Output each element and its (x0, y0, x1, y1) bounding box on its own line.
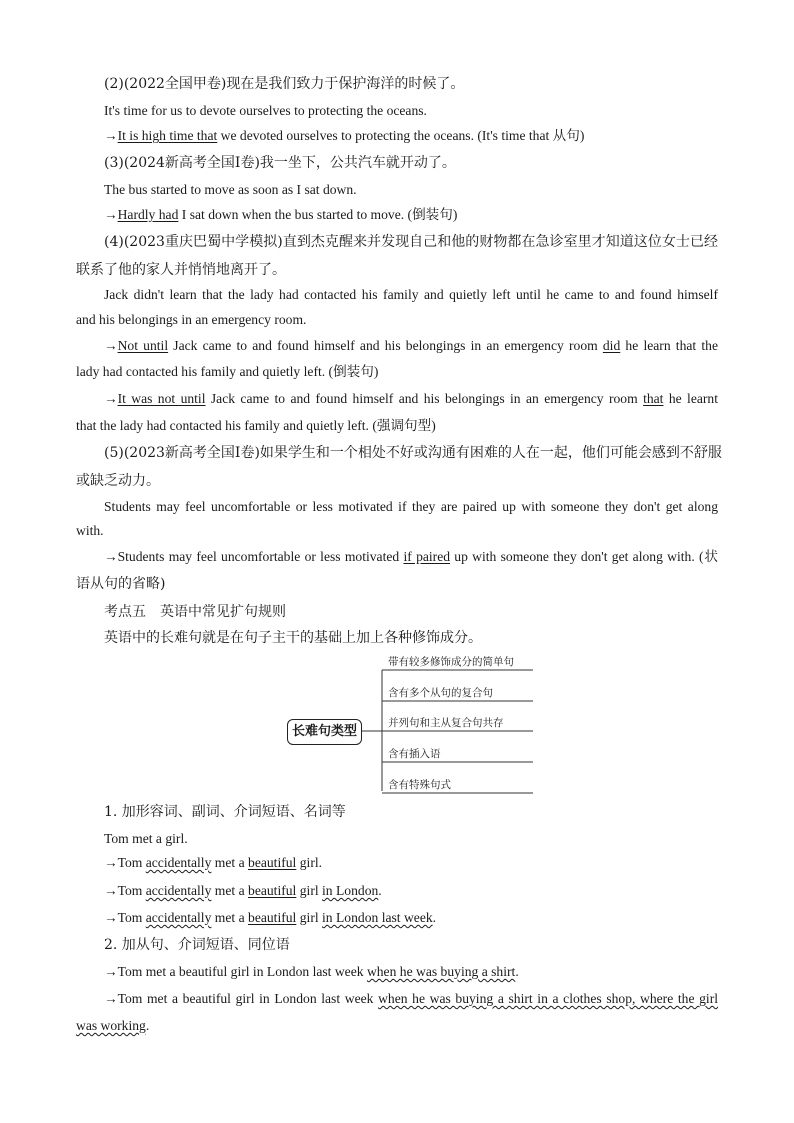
mind-map-branch: 含有插入语 (388, 748, 441, 760)
clause-marked: when he was buying a shirt (366, 964, 516, 979)
arrow-icon: → (104, 991, 118, 1006)
clause-marked: was working (76, 1018, 146, 1033)
point-2-title: 2. 加从句、介词短语、同位语 (104, 937, 290, 953)
prep-phrase-marked: in London (322, 883, 379, 898)
example-5-rewrite-line2: 语从句的省略) (76, 576, 166, 592)
mind-map-branch: 带有较多修饰成分的简单句 (388, 656, 514, 668)
mind-map-branch: 含有特殊句式 (388, 779, 451, 791)
underlined-phrase: Hardly had (117, 207, 179, 222)
underlined-word: that (643, 391, 664, 406)
example-4-rewrite-b-line2: that the lady had contacted his family and quietly left. (强调句型) (76, 418, 436, 433)
point-1-title: 1. 加形容词、副词、介词短语、名词等 (104, 804, 346, 820)
adverb-marked: accidentally (145, 883, 212, 898)
point-1-step-2 (104, 882, 382, 900)
underlined-phrase: Not until (117, 338, 169, 353)
prep-phrase-marked: in London last week (322, 910, 433, 925)
adjective-marked: beautiful (248, 883, 297, 898)
text: . (515, 964, 519, 979)
text: Tom (117, 910, 146, 925)
text: met a (211, 883, 249, 898)
example-4-chinese-line1: (4)(2023重庆巴蜀中学模拟)直到杰克醒来并发现自己和他的财物都在急诊室里才知道这位女士已经 (104, 234, 718, 250)
text: . (378, 883, 382, 898)
underlined-word: did (602, 338, 621, 353)
rewrite-text: he learnt (663, 391, 719, 406)
section-5-intro: 英语中的长难句就是在句子主干的基础上加上各种修饰成分。 (104, 630, 482, 646)
example-2-chinese: (2)(2022全国甲卷)现在是我们致力于保护海洋的时候了。 (104, 76, 465, 92)
point-1-step-3 (104, 909, 436, 927)
adjective-marked: beautiful (248, 910, 297, 925)
adverb-marked: accidentally (145, 855, 212, 870)
text: Tom (117, 883, 146, 898)
text: met a (211, 910, 249, 925)
text: girl (296, 883, 323, 898)
text: Tom met a beautiful girl in London last week (117, 991, 379, 1006)
arrow-icon: → (104, 549, 118, 564)
arrow-icon: → (104, 207, 118, 222)
text: girl. (296, 855, 323, 870)
text: Tom (117, 855, 146, 870)
text: Tom met a beautiful girl in London last week (117, 964, 367, 979)
example-5-chinese-line1: (5)(2023新高考全国Ⅰ卷)如果学生和一个相处不好或沟通有困难的人在一起，他们可能会感到不舒服 (104, 445, 722, 461)
example-4-english-line2: and his belongings in an emergency room. (76, 312, 307, 327)
underlined-phrase: It is high time that (117, 128, 218, 143)
example-2-english: It's time for us to devote ourselves to protecting the oceans. (104, 103, 427, 118)
arrow-icon: → (104, 128, 118, 143)
rewrite-text: I sat down when the bus started to move. (倒装句) (178, 207, 458, 222)
example-4-rewrite-a-line2: lady had contacted his family and quietly left. (倒装句) (76, 364, 379, 379)
text: met a (211, 855, 249, 870)
adjective-marked: beautiful (248, 855, 297, 870)
rewrite-text: Students may feel uncomfortable or less motivated (117, 549, 404, 564)
underlined-phrase: if paired (403, 549, 451, 564)
arrow-icon: → (104, 338, 118, 353)
example-5-chinese-line2: 或缺乏动力。 (76, 473, 160, 489)
arrow-icon: → (104, 883, 118, 898)
text: . (145, 1018, 150, 1033)
mind-map-center: 长难句类型 (287, 719, 362, 745)
rewrite-text: Jack came to and found himself and his belongings in an emergency room (205, 391, 644, 406)
point-1-step-1 (104, 854, 322, 872)
example-3-english: The bus started to move as soon as I sat down. (104, 182, 357, 197)
arrow-icon: → (104, 855, 118, 870)
rewrite-text: Jack came to and found himself and his belongings in an emergency room (168, 338, 603, 353)
rewrite-text: we devoted ourselves to protecting the oceans. (It's time that 从句) (217, 128, 585, 143)
rewrite-text: up with someone they don't get along with. (状 (450, 549, 718, 564)
point-2-step-1 (104, 963, 519, 981)
example-4-chinese-line2: 联系了他的家人并悄悄地离开了。 (76, 262, 286, 278)
point-2-step-2-line2 (76, 1017, 149, 1035)
arrow-icon: → (104, 910, 118, 925)
text: girl (296, 910, 323, 925)
arrow-icon: → (104, 964, 118, 979)
clause-marked: when he was buying a shirt in a clothes shop, where the girl (378, 991, 719, 1006)
text: . (432, 910, 437, 925)
underlined-phrase: It was not until (117, 391, 206, 406)
example-3-chinese: (3)(2024新高考全国Ⅰ卷)我一坐下，公共汽车就开动了。 (104, 155, 456, 171)
example-5-english-line2: with. (76, 523, 104, 538)
example-5-english-line1: Students may feel uncomfortable or less motivated if they are paired up with someone they don't get along (104, 499, 718, 514)
arrow-icon: → (104, 391, 118, 406)
point-1-base-sentence: Tom met a girl. (104, 831, 188, 846)
point-2-step-2-line1 (104, 990, 718, 1008)
rewrite-text: he learn that the (620, 338, 718, 353)
mind-map-branch: 并列句和主从复合句共存 (388, 717, 504, 729)
example-4-english-line1: Jack didn't learn that the lady had contacted his family and quietly left until he came to and found himself (104, 287, 718, 302)
section-5-title: 考点五 英语中常见扩句规则 (104, 604, 286, 620)
adverb-marked: accidentally (145, 910, 212, 925)
mind-map-branch: 含有多个从句的复合句 (388, 687, 493, 699)
